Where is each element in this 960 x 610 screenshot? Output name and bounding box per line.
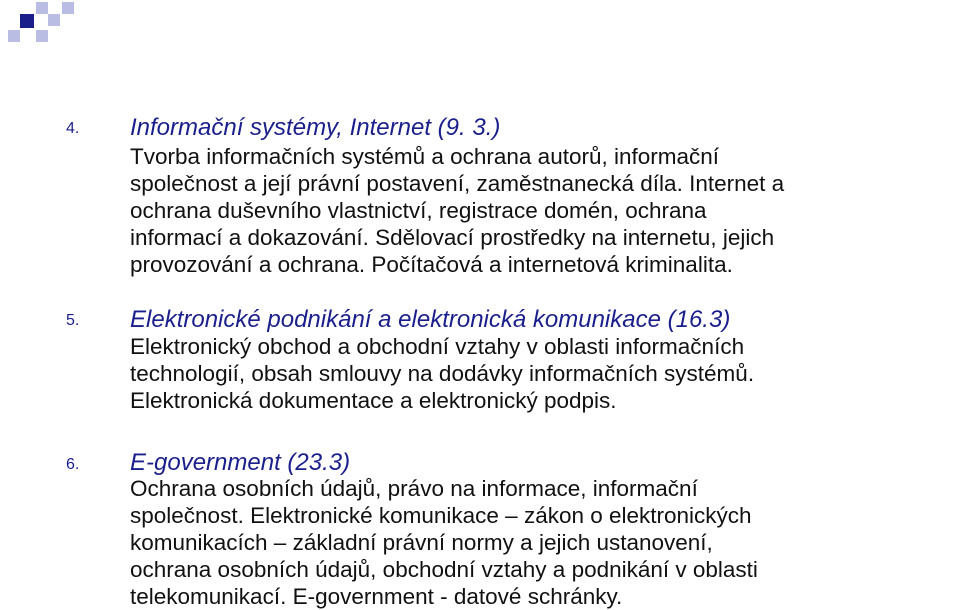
logo-square-light [36,2,48,14]
logo-square-light [36,30,48,42]
slide-logo-squares [0,0,80,50]
description-line: komunikacích – základní právní normy a jejich ustanovení, [130,530,713,555]
description-line: telekomunikací. E-government - datové schránky. [130,584,623,609]
item-description [130,143,890,278]
description-line: Elektronický obchod a obchodní vztahy v oblasti informačních [130,334,745,359]
item-number: 5. [66,312,80,329]
description-line: ochrana duševního vlastnictví, registrace domén, ochrana [130,198,707,223]
item-number: 4. [66,120,80,137]
logo-square-dark [20,14,34,28]
logo-square-light [8,30,20,42]
item-heading: E-government (23.3) [130,449,351,476]
description-line: ochrana osobních údajů, obchodní vztahy a podnikání v oblasti [130,557,758,582]
description-line: Tvorba informačních systémů a ochrana autorů, informační [130,144,720,169]
description-line: provozování a ochrana. Počítačová a internetová kriminalita. [130,252,733,277]
item-number: 6. [66,456,80,473]
description-line: společnost a její právní postavení, zaměstnanecká díla. Internet a [130,171,785,196]
description-line: Elektronická dokumentace a elektronický podpis. [130,388,617,413]
description-line: informací a dokazování. Sdělovací prostředky na internetu, jejich [130,225,775,250]
description-line: technologií, obsah smlouvy na dodávky informačních systémů. [130,361,755,386]
description-line: společnost. Elektronické komunikace – zákon o elektronických [130,503,752,528]
item-description [130,475,890,610]
item-description [130,333,890,414]
item-heading: Elektronické podnikání a elektronická komunikace (16.3) [130,306,731,333]
description-line: Ochrana osobních údajů, právo na informace, informační [130,476,698,501]
logo-square-light [48,14,60,26]
item-heading: Informační systémy, Internet (9. 3.) [130,114,501,141]
logo-square-light [62,2,74,14]
